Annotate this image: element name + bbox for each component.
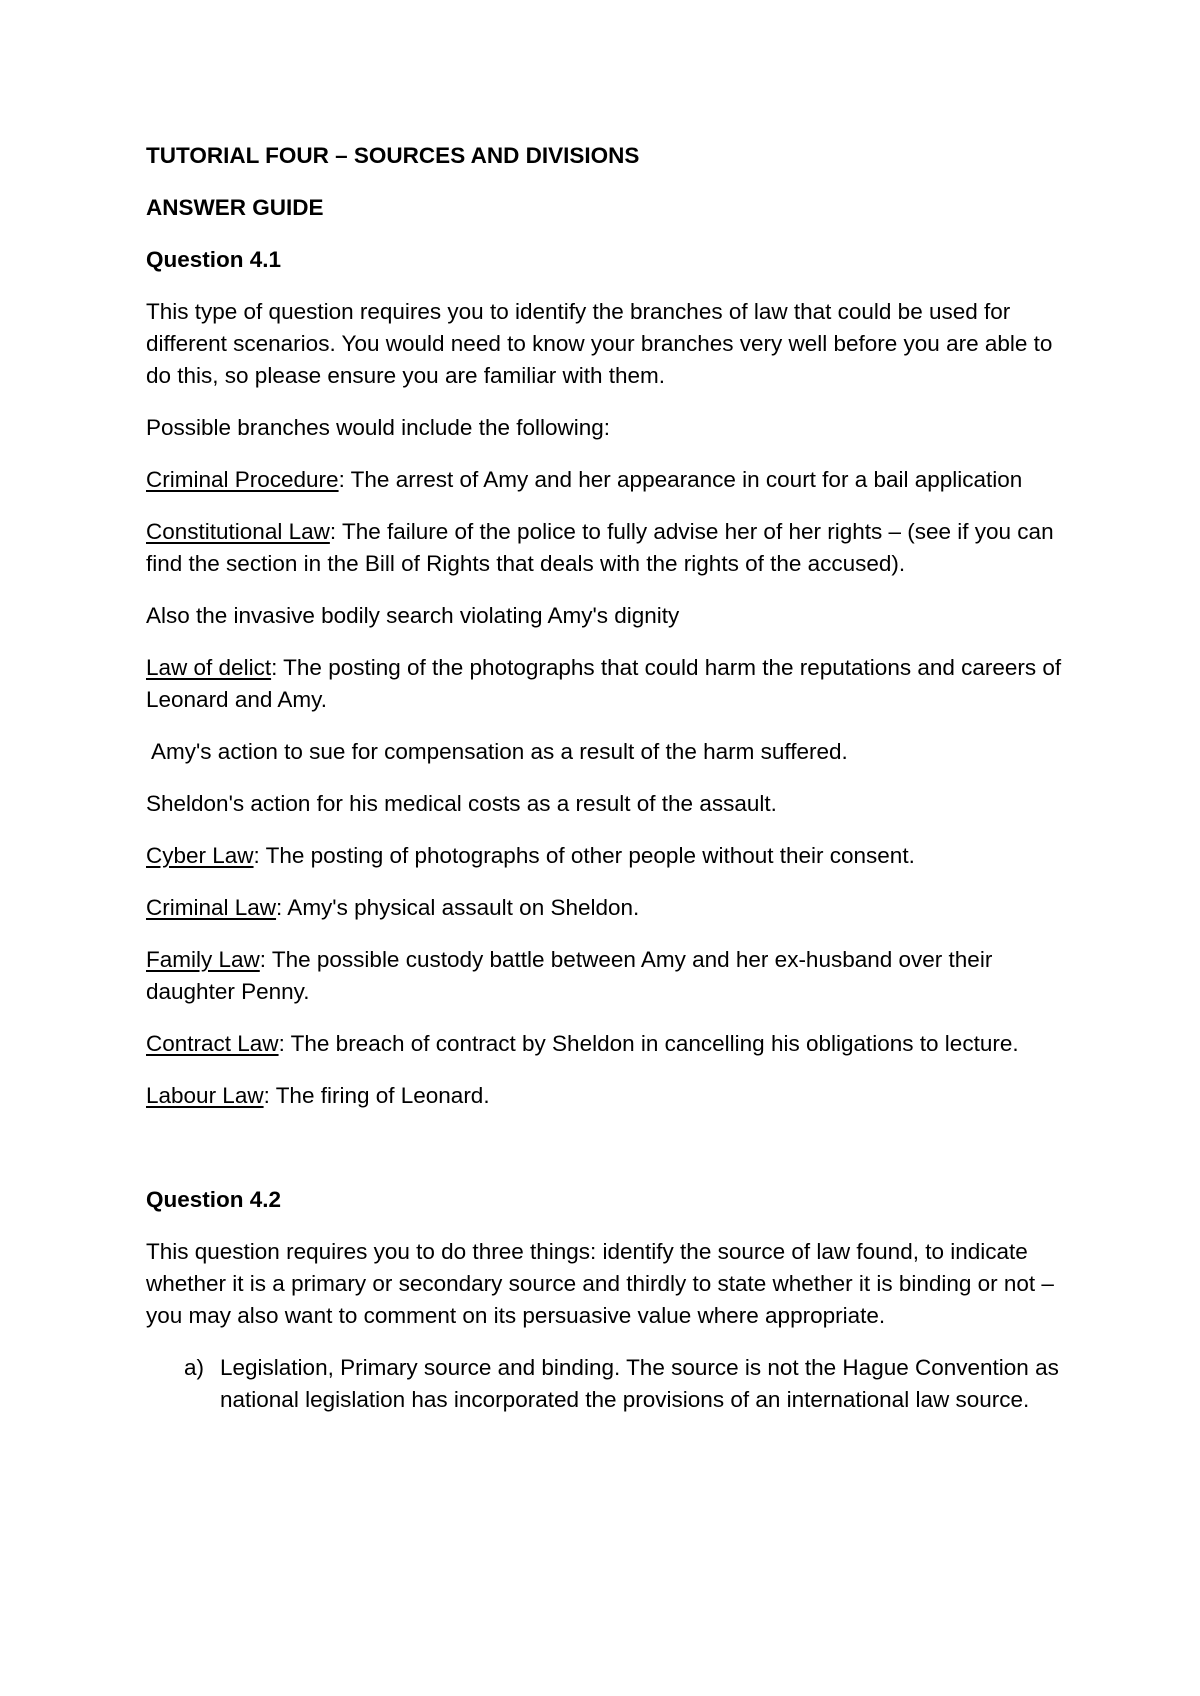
branch-criminal-procedure (146, 464, 1076, 496)
question-4-1-intro: This type of question requires you to identify the branches of law that could be used for different scenarios. You would need to know your branches very well before you are able to do this, so please ensure you are familiar with them. (146, 299, 1053, 388)
section-spacer (146, 1132, 1076, 1184)
list-marker: a) (184, 1355, 205, 1380)
document-title: TUTORIAL FOUR – SOURCES AND DIVISIONS (146, 143, 640, 168)
possible-branches-text: Possible branches would include the following: (146, 415, 611, 440)
branch-description: : The posting of the photographs that could harm the reputations and careers of Leonard and Amy. (146, 655, 1062, 712)
also-text: Also the invasive bodily search violating Amy's dignity (146, 603, 680, 628)
sheldon-action-text: Sheldon's action for his medical costs as a result of the assault. (146, 791, 777, 816)
branch-family-law (146, 944, 1076, 1008)
branch-cyber-law (146, 840, 1076, 872)
branch-term: Cyber Law (146, 843, 254, 868)
list-item (184, 1352, 1076, 1416)
branch-term: Criminal Law (146, 895, 277, 920)
branch-contract-law (146, 1028, 1076, 1060)
branch-description: : The arrest of Amy and her appearance in court for a bail application (338, 467, 1023, 492)
document-subtitle: ANSWER GUIDE (146, 195, 324, 220)
document-page (146, 140, 1076, 1416)
branch-description: : The failure of the police to fully advise her of her rights – (see if you can find the section in the Bill of Rights that deals with the rights of the accused). (146, 519, 1054, 576)
branch-criminal-law (146, 892, 1076, 924)
branch-law-of-delict (146, 652, 1076, 716)
branch-description: : The possible custody battle between Amy and her ex-husband over their daughter Penny. (146, 947, 993, 1004)
branch-term: Contract Law (146, 1031, 279, 1056)
question-4-2-intro: This question requires you to do three things: identify the source of law found, to indicate whether it is a primary or secondary source and thirdly to state whether it is binding or not – you may also want to comment on its persuasive value where appropriate. (146, 1239, 1054, 1328)
branch-term: Labour Law (146, 1083, 264, 1108)
branch-constitutional-law (146, 516, 1076, 580)
branch-description: : The breach of contract by Sheldon in cancelling his obligations to lecture. (278, 1031, 1019, 1056)
branch-description: : Amy's physical assault on Sheldon. (276, 895, 640, 920)
branch-term: Family Law (146, 947, 260, 972)
amy-action-text: Amy's action to sue for compensation as a result of the harm suffered. (146, 739, 848, 764)
branch-description: : The firing of Leonard. (263, 1083, 490, 1108)
question-4-1-heading: Question 4.1 (146, 247, 282, 272)
list-item-text: Legislation, Primary source and binding. The source is not the Hague Convention as national legislation has incorporated the provisions of an international law source. (220, 1355, 1059, 1412)
branch-term: Law of delict (146, 655, 272, 680)
branch-labour-law (146, 1080, 1076, 1112)
branch-term: Criminal Procedure (146, 467, 339, 492)
branch-term: Constitutional Law (146, 519, 330, 544)
question-4-2-heading: Question 4.2 (146, 1187, 282, 1212)
branch-description: : The posting of photographs of other people without their consent. (253, 843, 915, 868)
